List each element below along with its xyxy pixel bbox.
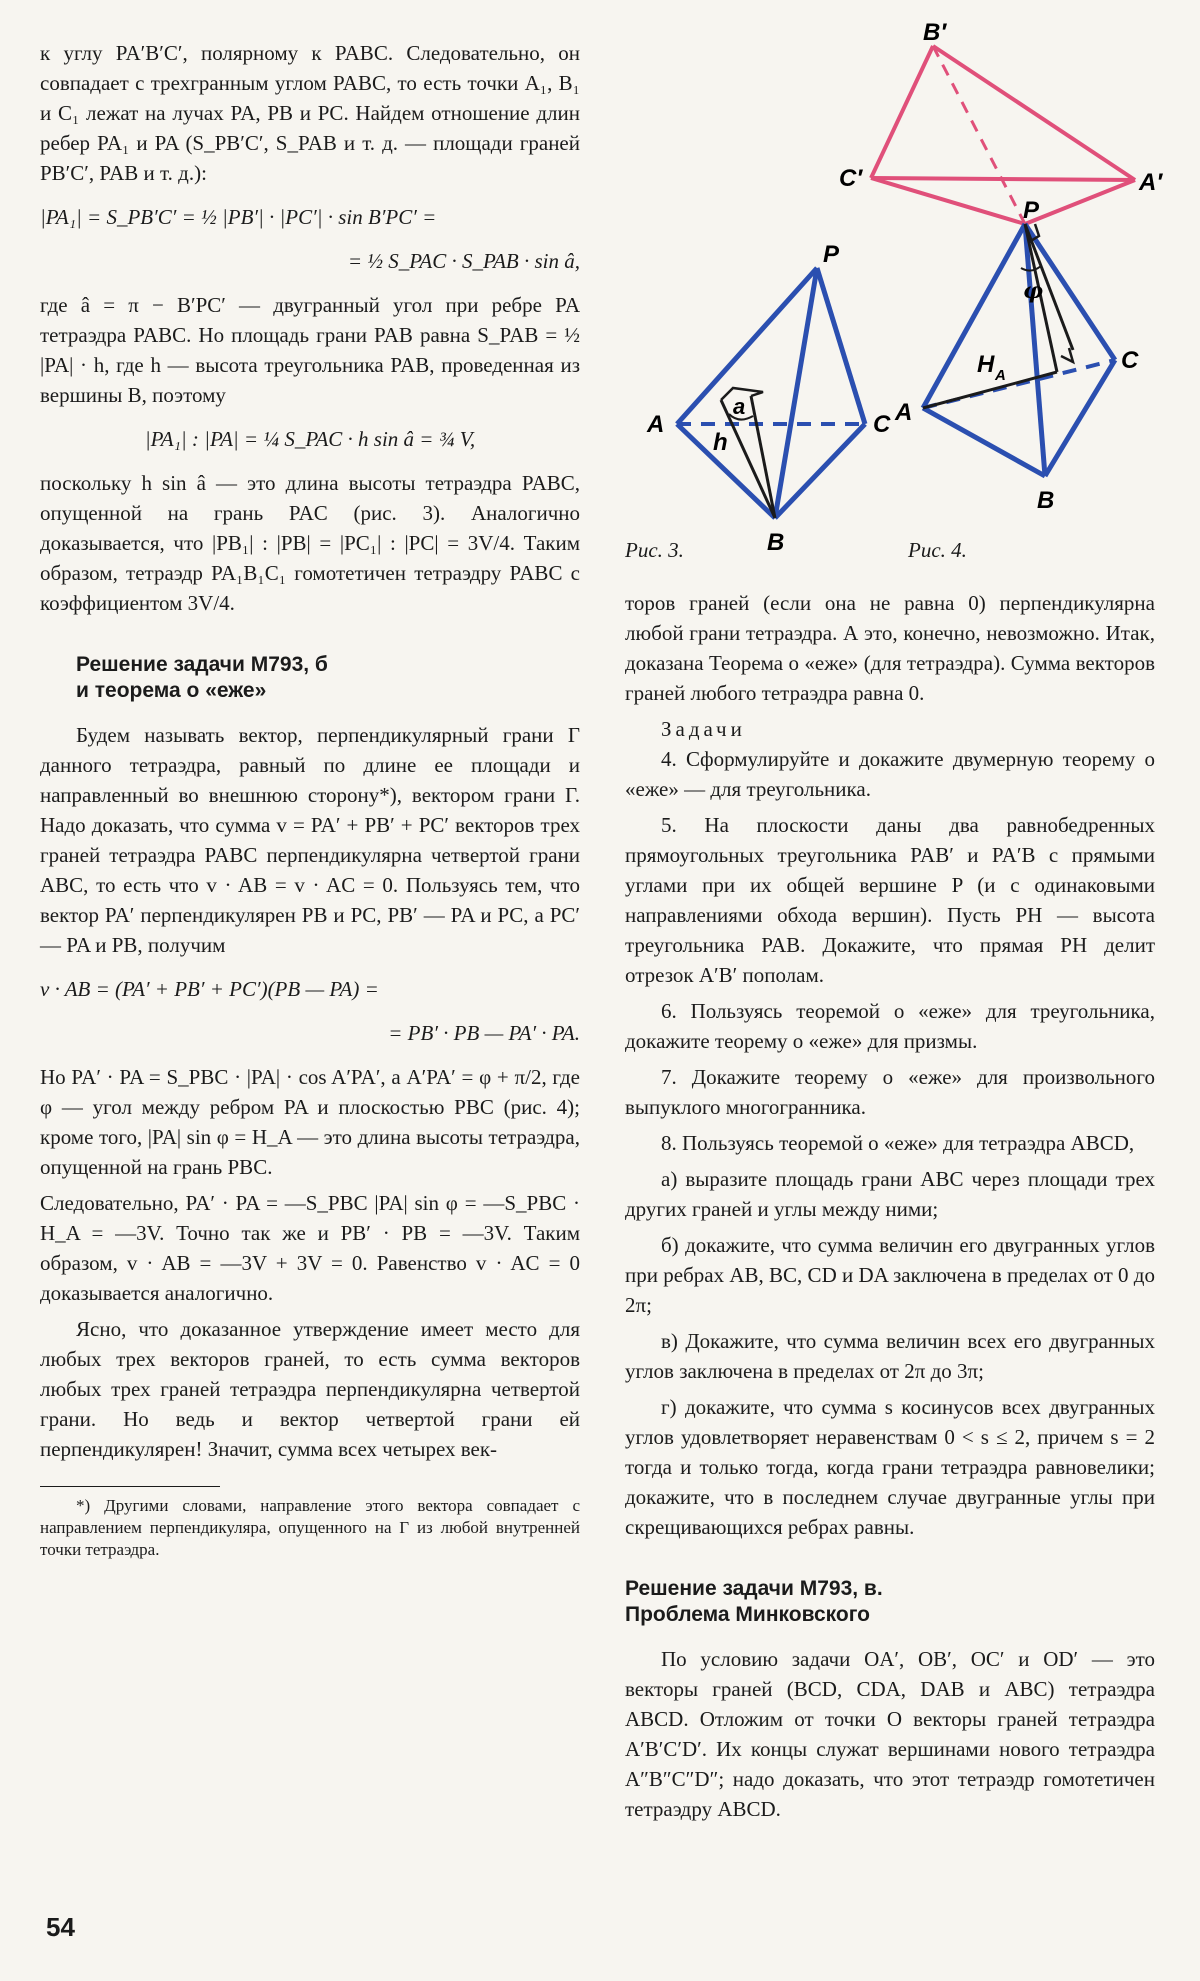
heading-line-1: Решение задачи М793, в. xyxy=(625,1577,883,1600)
formula-ratio: |PA₁| : |PA| = ¼ S_PAC · h sin â = ¾ V, xyxy=(144,427,476,451)
figure-3 xyxy=(646,241,891,556)
fig4-label-c: C xyxy=(1121,347,1139,374)
task-item: 7. Докажите теорему о «еже» для произвольного выпуклого многогранника. xyxy=(625,1065,1155,1119)
fig4-edge-bp-cp xyxy=(871,46,933,178)
paragraph-therefore: Следовательно, PA′ · PA = —S_PBC |PA| sin φ = —S_PBC · H_A = —3V. Точно так же и PB′ · PB = —3V. Таким образом, v · AB = —3V + 3V = 0. Равенство v · AC = 0 доказывается аналогично. xyxy=(40,1191,580,1305)
heading-line-2: и теорема о «еже» xyxy=(76,679,267,702)
paragraph-but: Но PA′ · PA = S_PBC · |PA| · cos A′PA′, а A′PA′ = φ + π/2, где φ — угол между ребром PA и плоскостью PBC (рис. 4); кроме того, |PA| sin φ = H_A — это длина высоты тетраэдра, опущенной на грань PBC. xyxy=(40,1065,580,1179)
fig3-label-a: A xyxy=(647,411,665,438)
fig4-label-phi: φ xyxy=(1023,278,1043,304)
fig4-edge-pa xyxy=(923,224,1025,408)
subtask-item: б) докажите, что сумма величин его двугранных углов при ребрах AB, BC, CD и DA заключена в пределах от 0 до 2π; xyxy=(625,1233,1155,1317)
section-heading-hedgehog xyxy=(76,652,580,704)
fig4-label-a-prime: A′ xyxy=(1139,169,1163,196)
task-item: 6. Пользуясь теоремой о «еже» для треугольника, докажите теорему о «еже» для призмы. xyxy=(625,999,1155,1053)
fig3-edge-pc xyxy=(817,268,865,424)
fig4-label-b-prime: B′ xyxy=(923,19,947,46)
paragraph-continue: торов граней (если она не равна 0) перпендикулярна любой грани тетраэдра. А это, конечно, невозможно. Итак, доказана Теорема о «еже» (для тетраэдра). Сумма векторов граней любого тетраэдра равна 0. xyxy=(625,591,1155,705)
fig3-label-b: B xyxy=(767,529,785,556)
fig4-label-c-prime: C′ xyxy=(839,165,863,192)
formula-pa1: |PA₁| = S_PB′C′ = ½ |PB′| · |PC′| · sin B′PC′ = xyxy=(40,205,437,229)
fig4-label-p: P xyxy=(1023,197,1040,224)
fig4-label-a: A xyxy=(895,399,913,426)
section-heading-minkowski xyxy=(625,1576,1155,1628)
fig3-label-p: P xyxy=(823,241,840,268)
page-number: 54 xyxy=(46,1912,75,1942)
left-column xyxy=(40,38,580,1561)
right-column xyxy=(625,588,1155,1830)
formula-v-ab: v · AB = (PA′ + PB′ + PC′)(PB — PA) = xyxy=(40,977,379,1001)
fig4-right-angle-bottom xyxy=(1061,348,1073,362)
paragraph-minkowski: По условию задачи OA′, OB′, OC′ и OD′ — это векторы граней (BCD, CDA, DAB и ABC) тетраэдра ABCD. Отложим от точки O векторы граней тетраэдра A′B′C′D′. Их концы служат вершинами нового тетраэдра A″B″C″D″; надо доказать, что этот тетраэдр гомотетичен тетраэдру ABCD. xyxy=(625,1647,1155,1821)
subtask-item: а) выразите площадь грани ABC через площади трех других граней и углы между ними; xyxy=(625,1167,1155,1221)
footnote-divider xyxy=(40,1486,220,1487)
tasks-title: Задачи xyxy=(661,717,746,741)
fig4-edge-ap-p xyxy=(1025,180,1135,224)
paragraph-dihedral: где â = π − B′PC′ — двугранный угол при ребре PA тетраэдра PABC. Но площадь грани PAB равна S_PAB = ½ |PA| · h, где h — высота треугольника PAB, проведенная из вершины B, поэтому xyxy=(40,293,580,407)
fig3-label-alpha: a xyxy=(733,394,746,419)
fig4-edge-cp-p xyxy=(871,178,1025,224)
figure-4-polar-triangle xyxy=(839,19,1163,224)
fig3-label-c: C xyxy=(873,411,891,438)
figure-4-tetrahedron xyxy=(894,197,1139,514)
fig4-edge-ab xyxy=(923,408,1045,476)
figures-3-4 xyxy=(625,16,1165,576)
fig3-label-h: h xyxy=(713,429,728,456)
fig4-label-h: H xyxy=(977,351,995,378)
figure-3-caption: Рис. 3. xyxy=(625,538,684,562)
fig4-edge-bp-p-hidden xyxy=(933,46,1025,224)
paragraph-face-vector: Будем называть вектор, перпендикулярный грани Г данного тетраэдра, равный по длине ее площади и направленный во внешнюю сторону*), вектором грани Г. Надо доказать, что сумма v = PA′ + PB′ + PC′ векторов трех граней тетраэдра PABC перпендикулярна четвертой грани ABC, то есть что v · AB = v · AC = 0. Пользуясь тем, что вектор PA′ перпендикулярен PB и PC, PB′ — PA и PC, а PC′ — PA и PB, получим xyxy=(40,723,580,957)
fig4-label-h-sub: A xyxy=(995,367,1006,384)
heading-line-2: Проблема Минковского xyxy=(625,1603,871,1626)
paragraph-height: поскольку h sin â — это длина высоты тетраэдра PABC, опущенной на грань PAC (рис. 3). Аналогично доказывается, что |PB₁| : |PB| = |PC₁| : |PC| = 3V/4. Таким образом, тетраэдр PA₁B₁C₁ гомотетичен тетраэдру PABC с коэффициентом 3V/4. xyxy=(40,471,580,615)
fig4-edge-cb xyxy=(1045,360,1115,476)
fig4-label-b: B xyxy=(1037,487,1055,514)
task-item: 5. На плоскости даны два равнобедренных прямоугольных треугольника PAB′ и PA′B с прямыми углами при их общей вершине P (и с одинаковыми направлениями обхода вершин). Пусть PH — высота треугольника PAB. Докажите, что прямая PH делит отрезок A′B′ пополам. xyxy=(625,813,1155,987)
formula-pa1-cont: = ½ S_PAC · S_PAB · sin â, xyxy=(347,249,580,273)
paragraph-clear: Ясно, что доказанное утверждение имеет место для любых трех векторов граней, то есть сумма векторов любых трех граней тетраэдра перпендикулярна четвертой грани. Но ведь и вектор четвертой грани ей перпендикулярен! Значит, сумма всех четырех век- xyxy=(40,1317,580,1461)
footnote: *) Другими словами, направление этого вектора совпадает с направлением перпендикуляра, опущенного на Г из любой внутренней точки тетраэдра. xyxy=(40,1496,580,1559)
task-item: 4. Сформулируйте и докажите двумерную теорему о «еже» — для треугольника. xyxy=(625,747,1155,801)
subtask-item: г) докажите, что сумма s косинусов всех двугранных углов удовлетворяет неравенствам 0 < s ≤ 2, причем s = 2 тогда и только тогда, когда грани тетраэдра равновелики; докажите, что в последнем случае двугранные углы при скрещивающихся ребрах равны. xyxy=(625,1395,1155,1539)
subtask-item: в) Докажите, что сумма величин всех его двугранных углов заключена в пределах от 2π до 3π; xyxy=(625,1329,1155,1383)
heading-line-1: Решение задачи М793, б xyxy=(76,653,328,676)
task-item: 8. Пользуясь теоремой о «еже» для тетраэдра ABCD, xyxy=(661,1131,1135,1155)
formula-v-ab-cont: = PB′ · PB — PA′ · PA. xyxy=(388,1021,580,1045)
fig4-edge-bp-ap xyxy=(933,46,1135,180)
fig4-edge-pb xyxy=(1025,224,1045,476)
paragraph-intro: к углу PA′B′C′, полярному к PABC. Следовательно, он совпадает с трехгранным углом PABC, то есть точки A₁, B₁ и C₁ лежат на лучах PA, PB и PC. Найдем отношение длин ребер PA₁ и PA (S_PB′C′, S_PAB и т. д. — площади граней PB′C′, PAB и т. д.): xyxy=(40,41,580,185)
figure-4-caption: Рис. 4. xyxy=(908,538,967,562)
